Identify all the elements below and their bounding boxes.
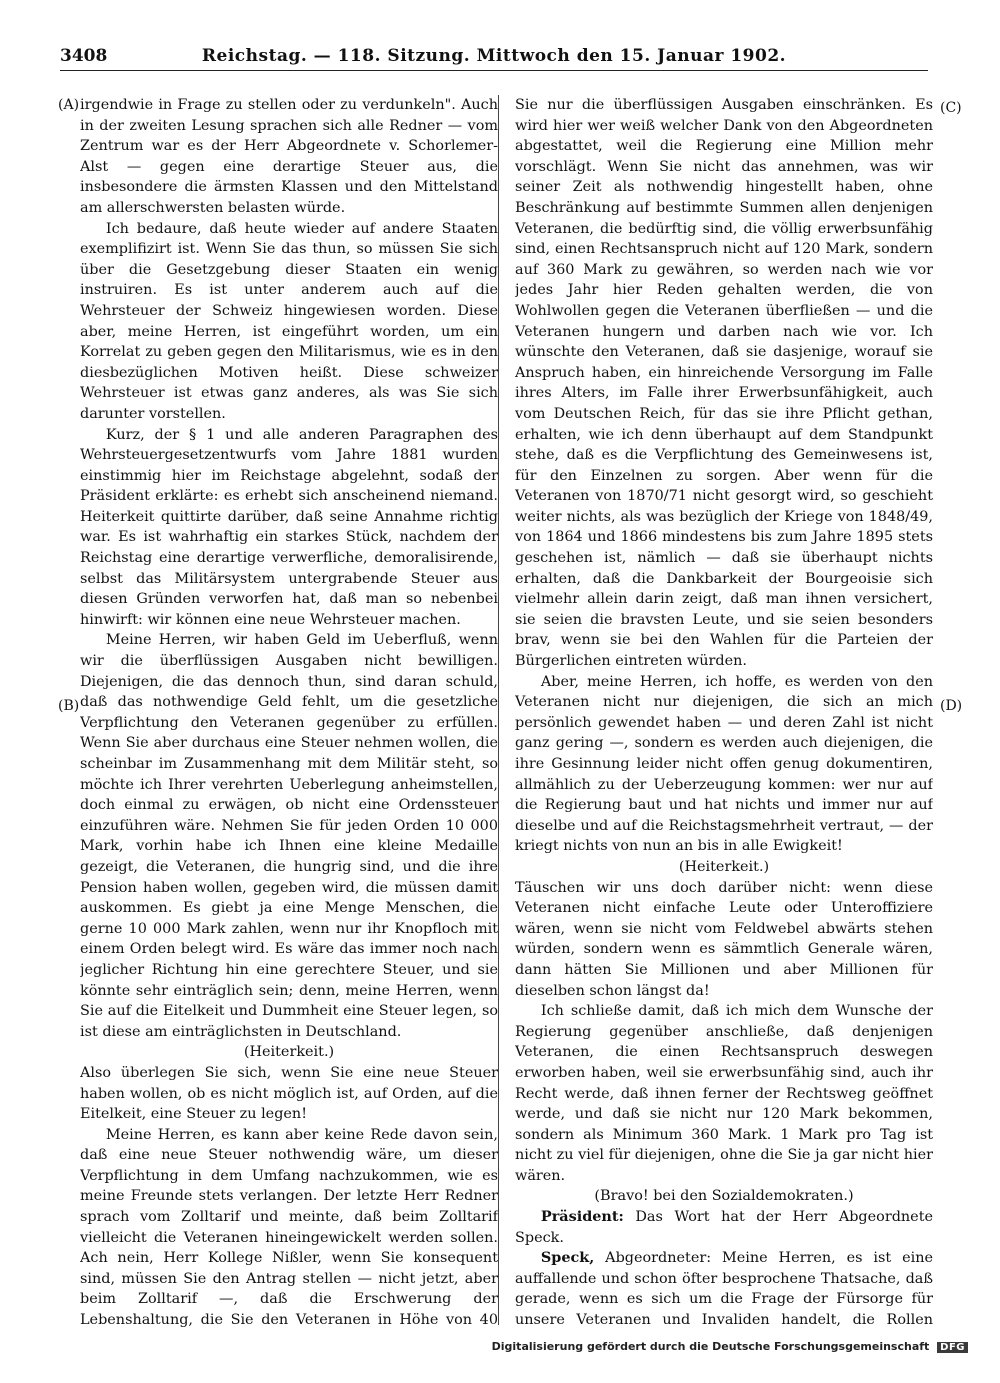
- paragraph: Ich bedaure, daß heute wieder auf andere Staaten exemplifizirt ist. Wenn Sie das thun, so müssen Sie sich über die Gesetzgebung dieser Staaten ein wenig instruiren. Es ist unter anderem auch auf die Wehrsteuer der Schweiz hingewiesen worden. Diese aber, meine Herren, ist eingeführt worden, um ein Korrelat zu geben gegen den Militarismus, wie es in den diesbezüglichen Motiven heißt. Diese schweizer Wehrsteuer ist etwas ganz anderes, als was Sie sich darunter vorstellen.: [80, 220, 498, 422]
- paragraph: Kurz, der § 1 und alle anderen Paragraphen des Wehrsteuergesetzentwurfs vom Jahre 1881 wurden einstimmig hier im Reichstage abgelehnt, sodaß der Präsident erklärte: es erhebt sich anscheinend niemand. Heiterkeit quittirte darüber, daß seine Annahme richtig war. Es ist wahrhaftig ein starkes Stück, nachdem der Reichstag eine derartige verwerfliche, demoralisirende, selbst das Militärsystem untergrabende Steuer aus diesen Gründen verworfen hat, daß man so nebenbei hinwirft: wir können eine neue Wehrsteuer machen.: [80, 426, 498, 628]
- margin-marker-b: (B): [58, 698, 80, 714]
- column-divider: [498, 95, 499, 1325]
- footer-credit: [492, 1340, 968, 1353]
- page-number: 3408: [60, 46, 108, 66]
- paragraph: irgendwie in Frage zu stellen oder zu verdunkeln". Auch in der zweiten Lesung sprachen sich alle Redner — vom Zentrum war es der Herr Abgeordnete v. Schorlemer-Alst — gegen eine derartige Steuer aus, die insbesondere die ärmsten Klassen und den Mittelstand am allerschwersten belasten würde.: [80, 97, 498, 216]
- interjection: (Heiterkeit.): [678, 858, 770, 875]
- speaker-name: Präsident:: [540, 1208, 624, 1226]
- paragraph: Ich schließe damit, daß ich mich dem Wunsche der Regierung gegenüber anschließe, daß denjenigen Veteranen, die einen Rechtsanspruch deswegen erworben haben, weil sie erwerbsunfähig sind, auch ihr Recht werde, daß ihnen ferner der Rechtsweg geöffnet werde, und daß sie nicht nur 120 Mark bekommen, sondern als Minimum 360 Mark. 1 Mark pro Tag ist nicht zu viel für diejenigen, ohne die Sie ja gar nicht hier wären.: [515, 1003, 933, 1184]
- margin-marker-a: (A): [58, 97, 80, 113]
- dfg-logo: DFG: [937, 1342, 968, 1353]
- left-column: [80, 95, 498, 1330]
- paragraph: Meine Herren, es kann aber keine Rede davon sein, daß eine neue Steuer nothwendig wäre, um dieser Verpflichtung in dem Umfang nachzukommen, wie es meine Freunde stets verlangen. Der letzte Herr Redner sprach vom Zolltarif und meinte, daß beim Zolltarif vielleicht die Veteranen hineingewickelt werden sollen. Ach nein, Herr Kollege Nißler, wenn Sie konsequent sind, müssen Sie den Antrag stellen — nicht jetzt, aber beim Zolltarif —, daß die Erschwerung der Lebenshaltung, die Sie den Veteranen in Höhe von 40: [80, 1126, 498, 1329]
- running-title: Reichstag. — 118. Sitzung. Mittwoch den 15. Januar 1902.: [201, 46, 787, 66]
- paragraph: Also überlegen Sie sich, wenn Sie eine neue Steuer haben wollen, ob es nicht möglich ist, auf Orden, auf die Eitelkeit, eine Steuer zu legen!: [80, 1064, 498, 1123]
- speech-text: Das Wort hat der Herr Abgeordnete Speck.: [515, 1209, 933, 1246]
- speech-text: Abgeordneter: Meine Herren, es ist eine auffallende und schon öfter besprochene Thatsache, daß gerade, wenn es sich um die Frage der Fürsorge für unsere Veteranen und Invaliden handelt, die Rollen: [515, 1250, 933, 1329]
- margin-marker-c: (C): [940, 100, 962, 116]
- interjection: (Heiterkeit.): [243, 1044, 335, 1061]
- footer-text: Digitalisierung gefördert durch die Deutsche Forschungsgemeinschaft: [491, 1340, 930, 1353]
- paragraph: Meine Herren, wir haben Geld im Ueberfluß, wenn wir die überflüssigen Ausgaben nicht bewilligen. Diejenigen, die das dennoch thun, sind daran schuld, daß das nothwendige Geld fehlt, um die gesetzliche Verpflichtung den Veteranen gegenüber zu erfüllen. Wenn Sie aber durchaus eine Steuer nehmen wollen, die scheinbar im Zusammenhang mit dem Militär steht, so möchte ich Ihrer verehrten Ueberlegung anheimstellen, doch einmal zu erwägen, ob nicht eine Ordenssteuer einzuführen wäre. Nehmen Sie für jeden Orden 10 000 Mark, vorhin habe ich Ihnen eine kleine Medaille gezeigt, die Veteranen, die hungrig sind, und die ihre Pension haben wollen, gegeben wird, die müssen damit auskommen. Es giebt ja eine Menge Menschen, die gerne 10 000 Mark zahlen, wenn nur ihr Knopfloch mit einem Orden belegt wird. Es wäre das immer noch nach jeglicher Richtung hin eine gerechtere Steuer, und sie könnte sehr einträglich sein; denn, meine Herren, wenn Sie auf die Eitelkeit und Dummheit eine Steuer legen, so ist diese am einträglichsten in Deutschland.: [80, 632, 498, 1040]
- paragraph: Sie nur die überflüssigen Ausgaben einschränken. Es wird hier wer weiß welcher Dank von den Abgeordneten abgestattet, weil die Regierung eine Million mehr vorschlägt. Wenn Sie nicht das annehmen, was wir seiner Zeit als nothwendig hingestellt haben, ohne Beschränkung auf bestimmte Summen allen denjenigen Veteranen, die bedürftig sind, die völlig erwerbsunfähig sind, einen Rechtsanspruch nicht auf 120 Mark, sondern auf 360 Mark zu gewähren, so werden nach wie vor jedes Jahr hier Reden gehalten werden, die von Wohlwollen gegen die Veteranen überfließen — und die Veteranen hungern und darben nach wie vor. Ich wünschte den Veteranen, daß sie dasjenige, worauf sie Anspruch haben, ein hinreichende Versorgung im Falle ihres Alters, im Falle ihrer Erwerbsunfähigkeit, auch vom Deutschen Reich, für das sie ihre Pflicht gethan, erhalten, wie ich denn überhaupt auf dem Standpunkt stehe, daß es die Verpflichtung des Gemeinwesens ist, für den Einzelnen zu sorgen. Aber wenn für die Veteranen von 1870/71 nicht gesorgt wird, so geschieht weiter nichts, als was bezüglich der Kriege von 1848/49, von 1864 und 1866 mindestens bis zum Jahre 1895 stets geschehen ist, nämlich — daß sie überhaupt nichts erhalten, daß die Dankbarkeit der Bourgeoisie sich vielmehr allein darin zeigt, daß man ihnen versichert, sie seien die bravsten Leute, und sie seien besonders brav, wenn sie bei den Wahlen für die Parteien der Bürgerlichen eintreten würden.: [515, 97, 933, 670]
- right-column: [515, 95, 933, 1330]
- paragraph: Täuschen wir uns doch darüber nicht: wenn diese Veteranen nicht einfache Leute oder Unteroffiziere wären, wenn sie nicht vom Feldwebel abwärts stehen würden, sondern wenn es sämmtlich Generale wären, dann hätten Sie Millionen und aber Millionen für dieselben schon längst da!: [515, 879, 933, 999]
- paragraph: Aber, meine Herren, ich hoffe, es werden von den Veteranen nicht nur diejenigen, die sich an mich persönlich gewendet haben — und deren Zahl ist nicht ganz gering —, sondern es werden auch diejenigen, die ihre Gesinnung leider nicht offen genug dokumentiren, allmählich zu der Ueberzeugung kommen: wer nur auf die Regierung baut und hat nichts und immer nur auf dieselbe und auf die Reichstagsmehrheit vertraut, — der kriegt nichts von nun an bis in alle Ewigkeit!: [515, 673, 933, 855]
- speaker-paragraph: [515, 1207, 933, 1248]
- speaker-name: Speck,: [540, 1249, 595, 1267]
- page-header: [60, 44, 928, 71]
- interjection: (Bravo! bei den Sozialdemokraten.): [594, 1188, 854, 1205]
- margin-marker-d: (D): [940, 698, 963, 714]
- speaker-paragraph: [515, 1248, 933, 1330]
